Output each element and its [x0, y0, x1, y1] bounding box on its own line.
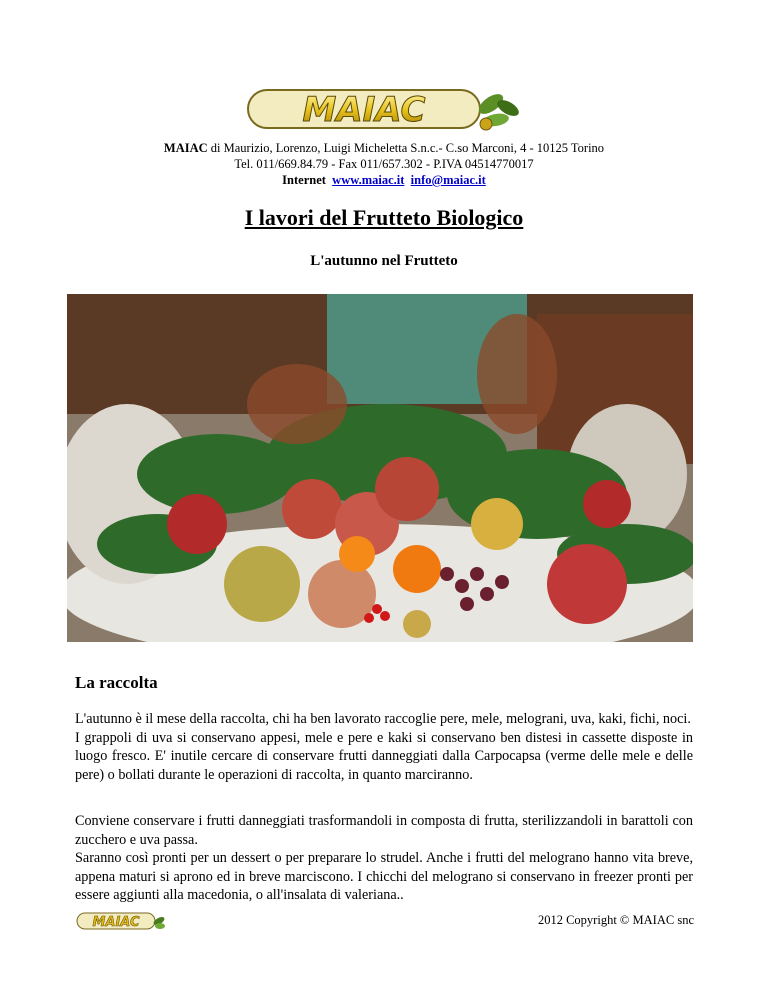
- paragraph-conservazione: Conviene conservare i frutti danneggiati trasformandoli in composta di frutta, sterilizzandoli in barattoli con zucchero e uva passa. Saranno così pronti per un dessert o per preparare lo strudel. Anche i frutti del melograno hanno vita breve, appena maturi si aprono ed in breve marciscono. I chicchi del melograno si conservano in freezer pronti per essere aggiunti alla macedonia, o all'insalata di valeriana..: [75, 813, 693, 903]
- paragraph-raccolta: L'autunno è il mese della raccolta, chi ha ben lavorato raccoglie pere, mele, melograni, uva, kaki, fichi, noci. I grappoli di uva si conservano appesi, mele e pere e kaki si conservano ben distesi in cassette disposte in luogo fresco. E' inutile cercare di conservare frutti danneggiati dalla Carpocapsa (verme delle mele e delle pere) o bollati durante le operazioni di raccolta, in quanto marciranno.: [75, 711, 693, 783]
- leaf-icon: [476, 90, 522, 130]
- page-subtitle: L'autunno nel Frutteto: [310, 253, 458, 269]
- company-name: MAIAC: [163, 141, 208, 155]
- maiac-logo: [246, 82, 522, 136]
- company-address-line: MAIAC di Maurizio, Lorenzo, Luigi Micheletta S.n.c.- C.so Marconi, 4 - 10125 Torino: [163, 141, 605, 155]
- section-heading: La raccolta: [75, 673, 158, 692]
- contact-line: Tel. 011/669.84.79 - Fax 011/657.302 - P.IVA 04514770017: [234, 157, 534, 171]
- autumn-fruit-photo: [67, 294, 693, 642]
- page-title: I lavori del Frutteto Biologico: [244, 205, 524, 230]
- svg-text:MAIAC: MAIAC: [92, 915, 140, 930]
- website-link[interactable]: www.maiac.it: [332, 173, 405, 187]
- email-link[interactable]: info@maiac.it: [410, 173, 486, 187]
- internet-line: Internet www.maiac.it info@maiac.it: [282, 173, 486, 187]
- svg-text:MAIAC: MAIAC: [302, 90, 426, 130]
- footer-maiac-logo: [76, 911, 166, 931]
- copyright-text: 2012 Copyright © MAIAC snc: [537, 913, 694, 927]
